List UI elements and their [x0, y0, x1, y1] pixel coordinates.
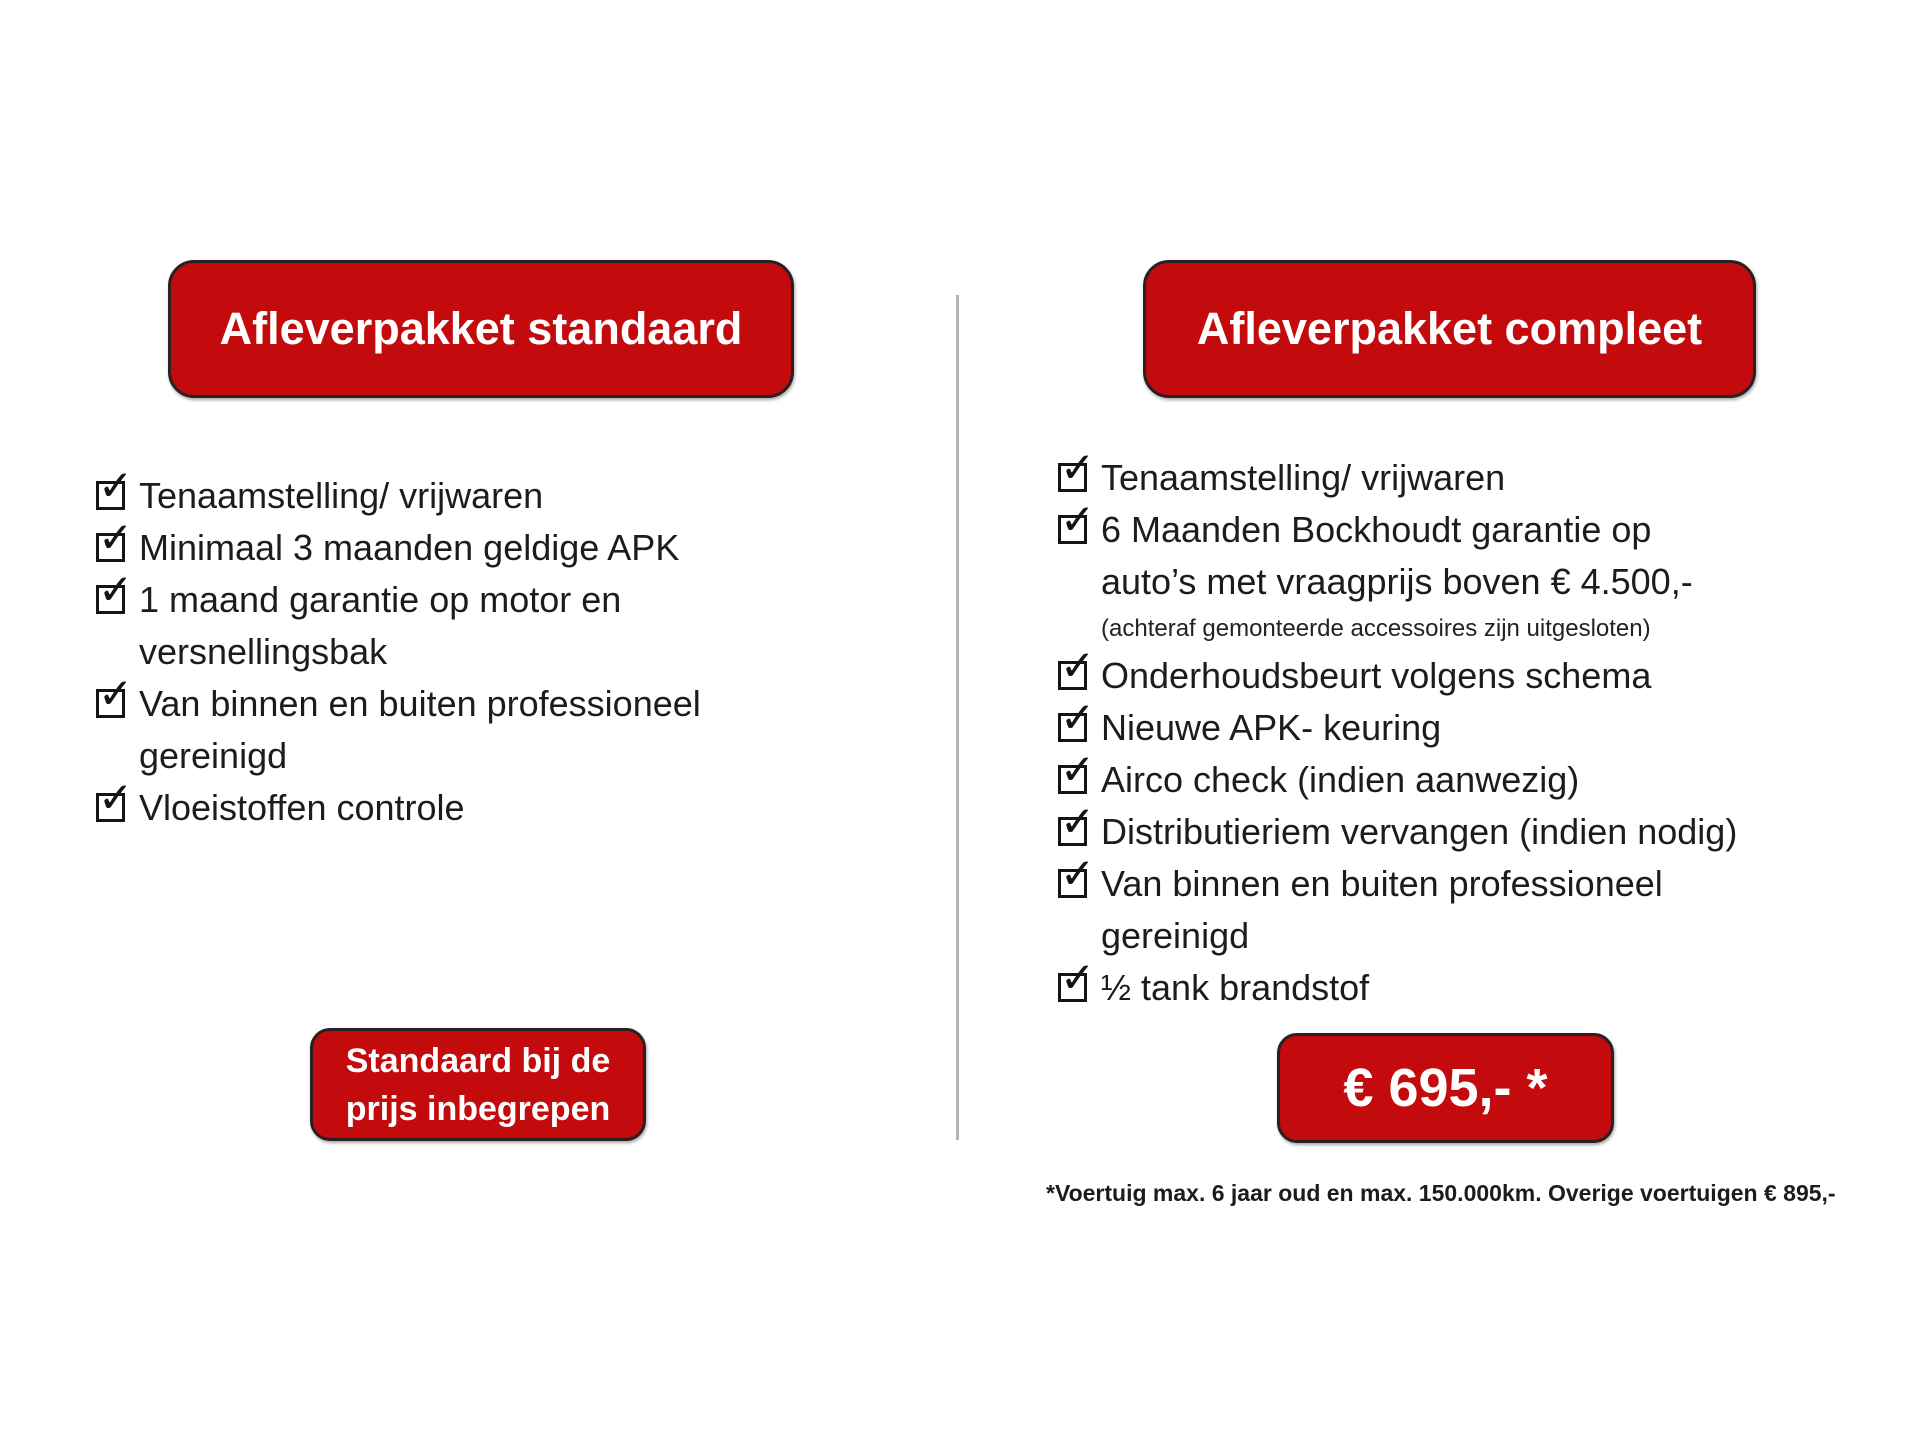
standard-package-checklist: [96, 461, 736, 834]
list-item-note: (achteraf gemonteerde accessoires zijn uitgesloten): [1101, 615, 1651, 642]
check-icon: ✓: [98, 513, 134, 562]
checked-checkbox-icon: [1058, 797, 1096, 846]
list-item-label: versnellingsbak: [139, 631, 388, 672]
check-icon: ✓: [98, 773, 134, 822]
list-item: [1058, 641, 1818, 702]
list-item-label: Tenaamstelling/ vrijwaren: [139, 475, 544, 516]
list-item-label: Van binnen en buiten professioneel: [139, 683, 701, 724]
list-item-label: gereinigd: [1101, 915, 1250, 956]
list-item: [1058, 693, 1818, 754]
checked-checkbox-icon: [1058, 641, 1096, 690]
check-icon: ✓: [98, 669, 134, 718]
checked-checkbox-icon: [1058, 495, 1096, 544]
list-item-label: auto’s met vraagprijs boven € 4.500,-: [1101, 561, 1693, 602]
complete-package-header: [1143, 260, 1756, 398]
list-item-label: Onderhoudsbeurt volgens schema: [1101, 655, 1652, 696]
list-item-label: ½ tank brandstof: [1101, 967, 1370, 1008]
list-item-label: Distributieriem vervangen (indien nodig): [1101, 811, 1738, 852]
check-icon: ✓: [98, 565, 134, 614]
checked-checkbox-icon: [96, 513, 134, 562]
check-icon: ✓: [1060, 745, 1096, 794]
price-label: € 695,- *: [1343, 1058, 1548, 1118]
column-divider: [956, 295, 959, 1140]
standard-package-header: [168, 260, 794, 398]
checked-checkbox-icon: [1058, 953, 1096, 1002]
list-item: [96, 773, 736, 834]
checked-checkbox-icon: [96, 565, 134, 614]
list-item-label: Van binnen en buiten professioneel: [1101, 863, 1663, 904]
list-item: [1058, 849, 1818, 962]
list-item-label: gereinigd: [139, 735, 288, 776]
check-icon: ✓: [1060, 953, 1096, 1002]
check-icon: ✓: [98, 461, 134, 510]
list-item: [96, 669, 736, 782]
standard-package-title: Afleverpakket standaard: [219, 303, 743, 354]
checked-checkbox-icon: [1058, 443, 1096, 492]
list-item: [96, 461, 736, 522]
badge-line-1: Standaard bij de: [345, 1041, 611, 1080]
checked-checkbox-icon: [1058, 849, 1096, 898]
list-item: [1058, 745, 1818, 806]
check-icon: ✓: [1060, 693, 1096, 742]
check-icon: ✓: [1060, 849, 1096, 898]
checked-checkbox-icon: [96, 773, 134, 822]
list-item: [1058, 953, 1818, 1014]
list-item-label: Nieuwe APK- keuring: [1101, 707, 1442, 748]
list-item: [1058, 495, 1818, 650]
badge-line-2: prijs inbegrepen: [345, 1089, 611, 1128]
checked-checkbox-icon: [96, 669, 134, 718]
list-item-label: Airco check (indien aanwezig): [1101, 759, 1580, 800]
list-item-label: Vloeistoffen controle: [139, 787, 465, 828]
list-item: [1058, 443, 1818, 504]
checked-checkbox-icon: [1058, 745, 1096, 794]
included-in-price-label: [346, 1037, 611, 1133]
check-icon: ✓: [1060, 495, 1096, 544]
list-item-label: Minimaal 3 maanden geldige APK: [139, 527, 680, 568]
list-item-label: 6 Maanden Bockhoudt garantie op: [1101, 509, 1652, 550]
check-icon: ✓: [1060, 797, 1096, 846]
checked-checkbox-icon: [96, 461, 134, 510]
price-footnote: *Voertuig max. 6 jaar oud en max. 150.000km. Overige voertuigen € 895,-: [1046, 1180, 1836, 1206]
complete-package-title: Afleverpakket compleet: [1196, 303, 1703, 354]
check-icon: ✓: [1060, 443, 1096, 492]
list-item-label: 1 maand garantie op motor en: [139, 579, 622, 620]
price-badge: [1277, 1033, 1614, 1143]
list-item: [96, 513, 736, 574]
list-item: [1058, 797, 1818, 858]
included-in-price-badge: [310, 1028, 646, 1141]
check-icon: ✓: [1060, 641, 1096, 690]
list-item: [96, 565, 736, 678]
checked-checkbox-icon: [1058, 693, 1096, 742]
list-item-label: Tenaamstelling/ vrijwaren: [1101, 457, 1506, 498]
complete-package-checklist: [1058, 443, 1818, 1014]
